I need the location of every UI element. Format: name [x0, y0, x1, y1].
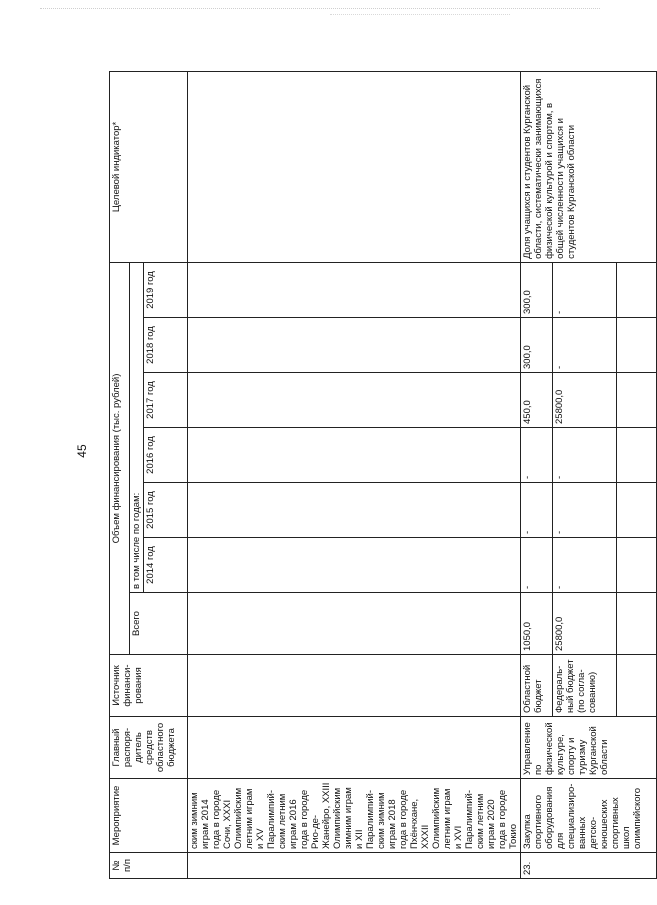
header-by-years: в том числе по годам: — [130, 262, 144, 592]
year-2014-cell: - — [521, 538, 553, 593]
empty-cell — [617, 428, 657, 483]
source-cell: Областной бюджет — [521, 655, 553, 717]
empty-cell — [617, 483, 657, 538]
empty-cell — [188, 428, 521, 483]
total-cell: 1050,0 — [521, 593, 553, 655]
table-row — [521, 71, 553, 878]
empty-cell — [188, 483, 521, 538]
year-2019-cell: 300,0 — [521, 262, 553, 317]
year-2015-cell: - — [521, 483, 553, 538]
empty-cell — [188, 373, 521, 428]
empty-cell — [188, 593, 521, 655]
year-2014-cell: - — [553, 538, 617, 593]
header-num: № п/п — [110, 853, 188, 879]
year-2016-cell: - — [521, 428, 553, 483]
row-manager — [188, 717, 521, 779]
header-year-2019: 2019 год — [144, 262, 188, 317]
header-indicator: Целевой индикатор* — [110, 71, 188, 262]
header-source: Источник финанси-рования — [110, 655, 188, 717]
header-year-2016: 2016 год — [144, 428, 188, 483]
year-2016-cell: - — [553, 428, 617, 483]
header-manager: Главный распоря-дитель средств областного бюджета — [110, 717, 188, 779]
row-num: 23. — [521, 853, 657, 879]
header-year-2018: 2018 год — [144, 318, 188, 373]
year-2018-cell: 300,0 — [521, 318, 553, 373]
header-total: Всего — [130, 593, 188, 655]
empty-cell — [617, 538, 657, 593]
total-cell: 25800,0 — [553, 593, 617, 655]
year-2017-cell: 450,0 — [521, 373, 553, 428]
row-indicator: Доля учащихся и студентов Курганской области, систематически занимающихся физической культурой и спортом, в общей численности учащихся и студентов Курганской области — [521, 71, 657, 262]
scan-artifact — [330, 14, 510, 16]
table-row — [188, 71, 521, 878]
empty-cell — [617, 655, 657, 717]
row-event: ским зимним играм 2014 года в городе Сочи, XXXI Олимпийским летним играм и XV Паралимпий-ским летним играм 2016 года в городе Рио-де-Жанейро, XXIII Олимпийским зимним играм и XII Паралимпий-ским зимним играм 2018 года в городе Пхёнчхане, XXXII Олимпийским летним играм и XVI Паралимпий-ским летним играм 2020 года в городе Токио — [188, 779, 521, 853]
empty-cell — [188, 655, 521, 717]
scan-artifact — [40, 8, 600, 10]
empty-cell — [188, 538, 521, 593]
table-area — [109, 72, 643, 879]
row-indicator — [188, 71, 521, 262]
year-2019-cell: - — [553, 262, 617, 317]
year-2015-cell: - — [553, 483, 617, 538]
header-funding: Объем финансирования (тыс. рублей) — [110, 262, 130, 654]
source-cell: Федераль-ный бюджет (по согла-сованию) — [553, 655, 617, 717]
funding-table — [109, 71, 657, 879]
empty-cell — [617, 593, 657, 655]
header-year-2014: 2014 год — [144, 538, 188, 593]
header-event: Мероприятие — [110, 779, 188, 853]
empty-cell — [617, 373, 657, 428]
year-2018-cell: - — [553, 318, 617, 373]
page-number: 45 — [75, 444, 89, 458]
rotated-table-container — [109, 72, 643, 879]
empty-cell — [617, 318, 657, 373]
header-year-2015: 2015 год — [144, 483, 188, 538]
empty-cell — [188, 262, 521, 317]
empty-cell — [617, 262, 657, 317]
row-event: Закупка спортивного оборудования для специализиро-ванных детско-юношеских спортивных школ олимпийского — [521, 779, 657, 853]
row-num — [188, 853, 521, 879]
header-year-2017: 2017 год — [144, 373, 188, 428]
empty-cell — [188, 318, 521, 373]
year-2017-cell: 25800,0 — [553, 373, 617, 428]
row-manager: Управление по физической культуре, спорту и туризму Курганской области — [521, 717, 657, 779]
